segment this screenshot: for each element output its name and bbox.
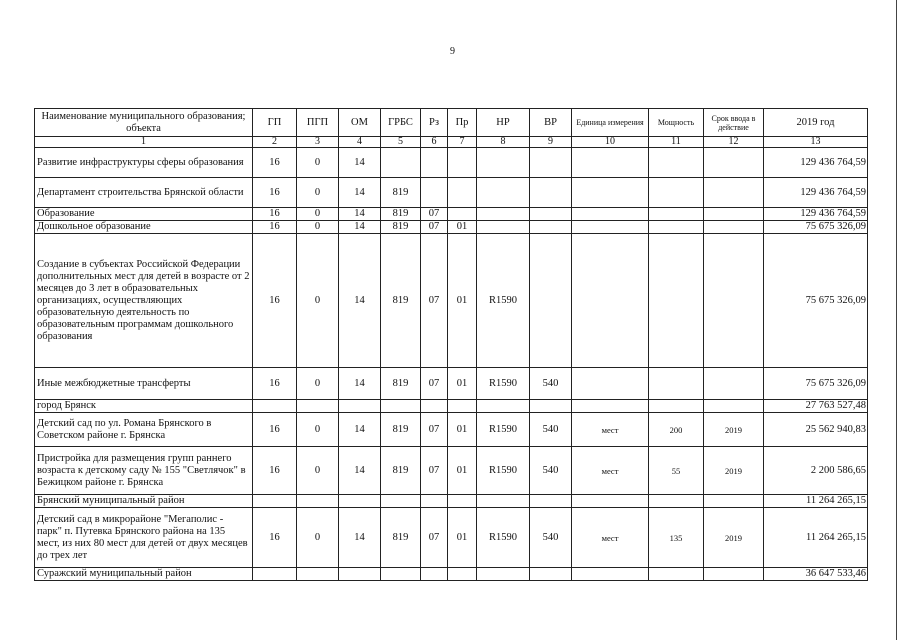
cell-sum: 129 436 764,59	[764, 148, 868, 178]
column-number: 13	[764, 137, 868, 148]
cell-sum: 11 264 265,15	[764, 508, 868, 568]
cell-nr	[477, 221, 530, 234]
cell-name: Брянский муниципальный район	[35, 495, 253, 508]
cell-vr: 540	[530, 508, 572, 568]
cell-om: 14	[339, 234, 381, 368]
cell-rz	[421, 148, 448, 178]
table-row	[35, 178, 868, 208]
cell-term	[704, 221, 764, 234]
cell-rz: 07	[421, 447, 448, 495]
cell-name: Иные межбюджетные трансферты	[35, 368, 253, 400]
cell-grbs: 819	[381, 508, 421, 568]
cell-name: Развитие инфраструктуры сферы образования	[35, 148, 253, 178]
cell-pr	[448, 208, 477, 221]
cell-name: город Брянск	[35, 400, 253, 413]
cell-unit	[572, 208, 649, 221]
cell-grbs	[381, 495, 421, 508]
header-rz: Рз	[421, 109, 448, 137]
cell-ppgp: 0	[297, 447, 339, 495]
cell-vr	[530, 234, 572, 368]
table-row	[35, 148, 868, 178]
cell-vr	[530, 178, 572, 208]
header-year: 2019 год	[764, 109, 868, 137]
cell-ppgp: 0	[297, 208, 339, 221]
cell-rz	[421, 568, 448, 581]
cell-vr: 540	[530, 368, 572, 400]
cell-rz: 07	[421, 368, 448, 400]
cell-rz	[421, 495, 448, 508]
cell-nr	[477, 178, 530, 208]
cell-capacity	[649, 495, 704, 508]
cell-om	[339, 400, 381, 413]
cell-unit	[572, 495, 649, 508]
cell-unit	[572, 234, 649, 368]
cell-rz: 07	[421, 413, 448, 447]
column-number: 5	[381, 137, 421, 148]
cell-gp: 16	[253, 234, 297, 368]
cell-om	[339, 495, 381, 508]
table-row	[35, 234, 868, 368]
cell-pr: 01	[448, 447, 477, 495]
cell-term: 2019	[704, 447, 764, 495]
cell-nr	[477, 568, 530, 581]
header-capacity: Мощность	[649, 109, 704, 137]
cell-om: 14	[339, 368, 381, 400]
column-number: 1	[35, 137, 253, 148]
table-row	[35, 400, 868, 413]
header-om: ОМ	[339, 109, 381, 137]
cell-nr	[477, 208, 530, 221]
cell-grbs: 819	[381, 368, 421, 400]
cell-term	[704, 178, 764, 208]
cell-sum: 75 675 326,09	[764, 221, 868, 234]
cell-vr: 540	[530, 413, 572, 447]
table-row	[35, 495, 868, 508]
column-number: 8	[477, 137, 530, 148]
cell-unit: мест	[572, 447, 649, 495]
cell-om: 14	[339, 508, 381, 568]
cell-grbs: 819	[381, 221, 421, 234]
cell-ppgp: 0	[297, 178, 339, 208]
cell-nr: R1590	[477, 413, 530, 447]
table-row	[35, 508, 868, 568]
column-number: 10	[572, 137, 649, 148]
cell-term	[704, 234, 764, 368]
cell-term	[704, 368, 764, 400]
cell-capacity	[649, 234, 704, 368]
cell-gp: 16	[253, 208, 297, 221]
table-body	[35, 148, 868, 581]
header-gp: ГП	[253, 109, 297, 137]
budget-table	[34, 108, 868, 581]
cell-nr	[477, 495, 530, 508]
cell-ppgp: 0	[297, 368, 339, 400]
cell-capacity: 55	[649, 447, 704, 495]
cell-term	[704, 495, 764, 508]
header-ppgp: ПГП	[297, 109, 339, 137]
cell-grbs: 819	[381, 208, 421, 221]
cell-term	[704, 148, 764, 178]
cell-grbs: 819	[381, 447, 421, 495]
cell-pr	[448, 148, 477, 178]
cell-om: 14	[339, 221, 381, 234]
cell-unit: мест	[572, 508, 649, 568]
header-unit: Единица измерения	[572, 109, 649, 137]
cell-ppgp: 0	[297, 508, 339, 568]
cell-capacity	[649, 208, 704, 221]
cell-name: Детский сад в микрорайоне "Мегаполис - парк" п. Путевка Брянского района на 135 мест, из них 80 мест для детей от двух месяцев до трех лет	[35, 508, 253, 568]
cell-gp	[253, 400, 297, 413]
cell-pr	[448, 400, 477, 413]
cell-sum: 75 675 326,09	[764, 234, 868, 368]
column-number: 4	[339, 137, 381, 148]
cell-om: 14	[339, 178, 381, 208]
cell-gp: 16	[253, 447, 297, 495]
cell-capacity	[649, 178, 704, 208]
scan-edge-line	[896, 0, 897, 640]
cell-grbs: 819	[381, 234, 421, 368]
cell-om: 14	[339, 413, 381, 447]
column-number: 11	[649, 137, 704, 148]
table-row	[35, 208, 868, 221]
header-term: Срок ввода в действие	[704, 109, 764, 137]
cell-nr: R1590	[477, 447, 530, 495]
cell-gp: 16	[253, 508, 297, 568]
cell-term: 2019	[704, 413, 764, 447]
cell-pr: 01	[448, 234, 477, 368]
cell-gp: 16	[253, 148, 297, 178]
header-name: Наименование муниципального образования; объекта	[35, 109, 253, 137]
table-row	[35, 447, 868, 495]
cell-name: Детский сад по ул. Романа Брянского в Советском районе г. Брянска	[35, 413, 253, 447]
column-number: 6	[421, 137, 448, 148]
cell-capacity	[649, 221, 704, 234]
cell-capacity	[649, 148, 704, 178]
table-row	[35, 221, 868, 234]
cell-name: Создание в субъектах Российской Федерации дополнительных мест для детей в возрасте от 2 месяцев до 3 лет в образовательных организациях, осуществляющих образовательную деятельность по образовательным программам дошкольного образования	[35, 234, 253, 368]
header-vr: ВР	[530, 109, 572, 137]
cell-om: 14	[339, 447, 381, 495]
cell-unit	[572, 400, 649, 413]
cell-gp: 16	[253, 178, 297, 208]
cell-term: 2019	[704, 508, 764, 568]
cell-capacity: 200	[649, 413, 704, 447]
cell-grbs	[381, 568, 421, 581]
column-number-row	[35, 137, 868, 148]
cell-pr: 01	[448, 508, 477, 568]
cell-pr: 01	[448, 368, 477, 400]
cell-sum: 36 647 533,46	[764, 568, 868, 581]
cell-term	[704, 400, 764, 413]
cell-vr	[530, 221, 572, 234]
cell-sum: 129 436 764,59	[764, 178, 868, 208]
column-number: 9	[530, 137, 572, 148]
cell-pr: 01	[448, 221, 477, 234]
cell-term	[704, 208, 764, 221]
cell-gp: 16	[253, 368, 297, 400]
column-number: 3	[297, 137, 339, 148]
cell-unit: мест	[572, 413, 649, 447]
cell-gp: 16	[253, 413, 297, 447]
header-pr: Пр	[448, 109, 477, 137]
cell-term	[704, 568, 764, 581]
cell-rz	[421, 178, 448, 208]
cell-gp: 16	[253, 221, 297, 234]
table-row	[35, 368, 868, 400]
cell-name: Департамент строительства Брянской области	[35, 178, 253, 208]
cell-ppgp	[297, 400, 339, 413]
cell-nr: R1590	[477, 508, 530, 568]
cell-unit	[572, 368, 649, 400]
cell-pr	[448, 178, 477, 208]
cell-unit	[572, 221, 649, 234]
cell-grbs	[381, 400, 421, 413]
cell-vr	[530, 400, 572, 413]
cell-ppgp: 0	[297, 234, 339, 368]
cell-sum: 2 200 586,65	[764, 447, 868, 495]
cell-unit	[572, 178, 649, 208]
cell-rz: 07	[421, 221, 448, 234]
cell-pr	[448, 495, 477, 508]
cell-rz: 07	[421, 508, 448, 568]
column-number: 7	[448, 137, 477, 148]
table-row	[35, 413, 868, 447]
cell-ppgp: 0	[297, 221, 339, 234]
column-number: 12	[704, 137, 764, 148]
cell-name: Дошкольное образование	[35, 221, 253, 234]
page-number: 9	[450, 46, 455, 57]
cell-ppgp: 0	[297, 148, 339, 178]
cell-nr: R1590	[477, 368, 530, 400]
cell-vr	[530, 495, 572, 508]
cell-sum: 27 763 527,48	[764, 400, 868, 413]
cell-ppgp	[297, 568, 339, 581]
cell-om: 14	[339, 148, 381, 178]
cell-capacity: 135	[649, 508, 704, 568]
cell-pr: 01	[448, 413, 477, 447]
cell-nr: R1590	[477, 234, 530, 368]
cell-name: Суражский муниципальный район	[35, 568, 253, 581]
cell-unit	[572, 568, 649, 581]
cell-nr	[477, 400, 530, 413]
cell-ppgp: 0	[297, 413, 339, 447]
cell-grbs	[381, 148, 421, 178]
cell-name: Пристройка для размещения групп раннего возраста к детскому саду № 155 "Светлячок" в Бежицком районе г. Брянска	[35, 447, 253, 495]
cell-sum: 25 562 940,83	[764, 413, 868, 447]
cell-capacity	[649, 400, 704, 413]
column-number: 2	[253, 137, 297, 148]
cell-ppgp	[297, 495, 339, 508]
cell-grbs: 819	[381, 178, 421, 208]
cell-name: Образование	[35, 208, 253, 221]
cell-capacity	[649, 568, 704, 581]
cell-vr	[530, 208, 572, 221]
cell-sum: 11 264 265,15	[764, 495, 868, 508]
cell-om: 14	[339, 208, 381, 221]
cell-vr: 540	[530, 447, 572, 495]
cell-pr	[448, 568, 477, 581]
header-grbs: ГРБС	[381, 109, 421, 137]
cell-sum: 129 436 764,59	[764, 208, 868, 221]
table-row	[35, 568, 868, 581]
cell-nr	[477, 148, 530, 178]
cell-rz: 07	[421, 208, 448, 221]
cell-unit	[572, 148, 649, 178]
cell-vr	[530, 568, 572, 581]
cell-om	[339, 568, 381, 581]
cell-vr	[530, 148, 572, 178]
header-nr: НР	[477, 109, 530, 137]
cell-rz	[421, 400, 448, 413]
cell-sum: 75 675 326,09	[764, 368, 868, 400]
cell-rz: 07	[421, 234, 448, 368]
cell-grbs: 819	[381, 413, 421, 447]
cell-capacity	[649, 368, 704, 400]
header-row	[35, 109, 868, 137]
cell-gp	[253, 568, 297, 581]
cell-gp	[253, 495, 297, 508]
